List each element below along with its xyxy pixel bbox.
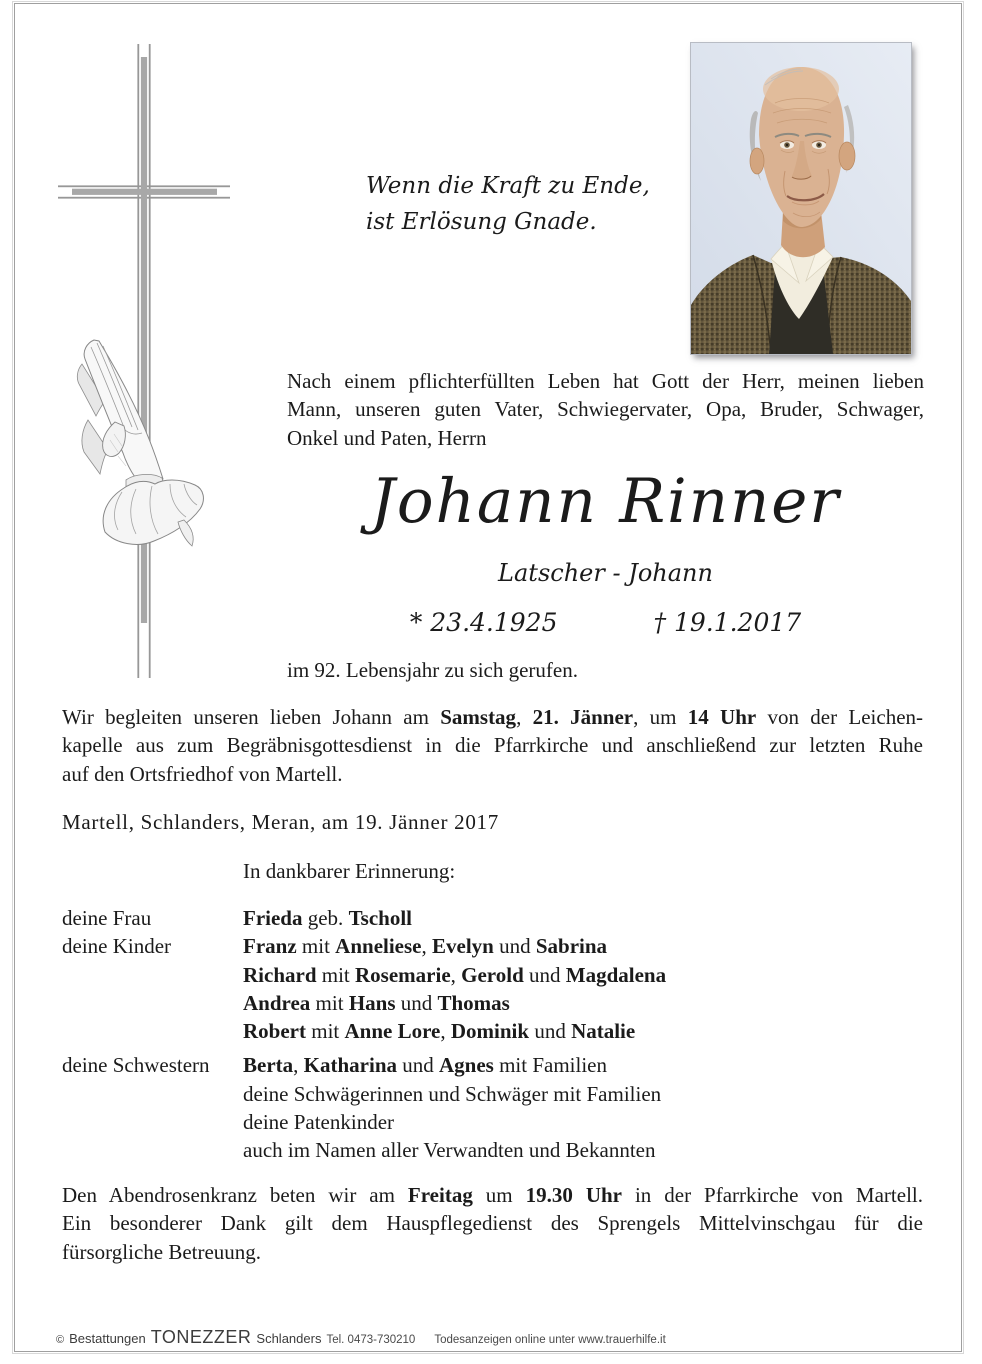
age-line: im 92. Lebensjahr zu sich gerufen.	[287, 658, 578, 682]
family-line: deine Schwägerinnen und Schwäger mit Familien	[243, 1081, 662, 1106]
portrait-photo	[690, 42, 912, 355]
closing-line: fürsorgliche Betreuung.	[62, 1239, 262, 1264]
quote-line: ist Erlösung Gnade.	[366, 208, 597, 235]
footer-note: Todesanzeigen online unter www.trauerhilfe.it	[434, 1334, 666, 1346]
closing-paragraph	[62, 1181, 923, 1266]
funeral-line: Wir begleiten unseren lieben Johann am Samstag, 21. Jänner, um 14 Uhr von der Leichen-	[62, 705, 924, 729]
remembrance-heading: In dankbarer Erinnerung:	[243, 859, 456, 883]
copyright-icon: ©	[56, 1334, 65, 1346]
family-row-children	[62, 932, 923, 1045]
intro-paragraph	[287, 367, 924, 452]
intro-line: Nach einem pflichterfüllten Leben hat Gott der Herr, meinen lieben	[287, 369, 924, 393]
birth-date: * 23.4.1925	[409, 608, 558, 637]
family-line: Robert mit Anne Lore, Dominik und Natalie	[243, 1019, 636, 1044]
deceased-nickname: Latscher - Johann	[498, 559, 713, 587]
life-dates	[287, 608, 924, 637]
intro-line: Mann, unseren guten Vater, Schwiegervater, Opa, Bruder, Schwager,	[287, 397, 924, 422]
funeral-paragraph	[62, 703, 923, 788]
family-line: Richard mit Rosemarie, Gerold und Magdalena	[243, 962, 667, 987]
family-label: deine Kinder	[62, 934, 172, 959]
family-row-sisters	[62, 1051, 923, 1164]
family-list	[62, 904, 923, 1165]
family-label: deine Schwestern	[62, 1053, 210, 1078]
place-date-line: Martell, Schlanders, Meran, am 19. Jänner 2017	[62, 810, 499, 834]
funeral-home-city: Schlanders	[256, 1331, 322, 1346]
family-line: Franz mit Anneliese, Evelyn und Sabrina	[243, 934, 608, 959]
funeral-home-prefix: Bestattungen	[69, 1331, 146, 1346]
death-date: † 19.1.2017	[653, 608, 802, 637]
funeral-line: auf den Ortsfriedhof von Martell.	[62, 761, 343, 786]
family-line: Frieda geb. Tscholl	[243, 906, 412, 930]
quote-line: Wenn die Kraft zu Ende,	[366, 173, 650, 199]
funeral-home-phone: Tel. 0473-730210	[326, 1334, 416, 1346]
epigraph-quote	[366, 169, 650, 240]
footer	[56, 1327, 666, 1348]
praying-hands-icon	[66, 334, 218, 552]
family-line: auch im Namen aller Verwandten und Bekannten	[243, 1138, 656, 1163]
closing-line: Den Abendrosenkranz beten wir am Freitag um 19.30 Uhr in der Pfarrkirche von Martell.	[62, 1183, 923, 1207]
family-line: deine Patenkinder	[243, 1110, 395, 1135]
closing-line: Ein besonderer Dank gilt dem Hauspflegedienst des Sprengels Mittelvinschgau für die	[62, 1211, 923, 1236]
family-line: Berta, Katharina und Agnes mit Familien	[243, 1053, 608, 1078]
intro-line: Onkel und Paten, Herrn	[287, 425, 487, 450]
funeral-line: kapelle aus zum Begräbnisgottesdienst in die Pfarrkirche und anschließend zur letzten Ruhe	[62, 733, 923, 758]
deceased-name: Johann Rinner	[370, 466, 841, 537]
family-line: Andrea mit Hans und Thomas	[243, 990, 510, 1015]
family-label: deine Frau	[62, 906, 152, 930]
funeral-home-brand: TONEZZER	[150, 1327, 252, 1347]
family-row-wife	[62, 904, 923, 932]
